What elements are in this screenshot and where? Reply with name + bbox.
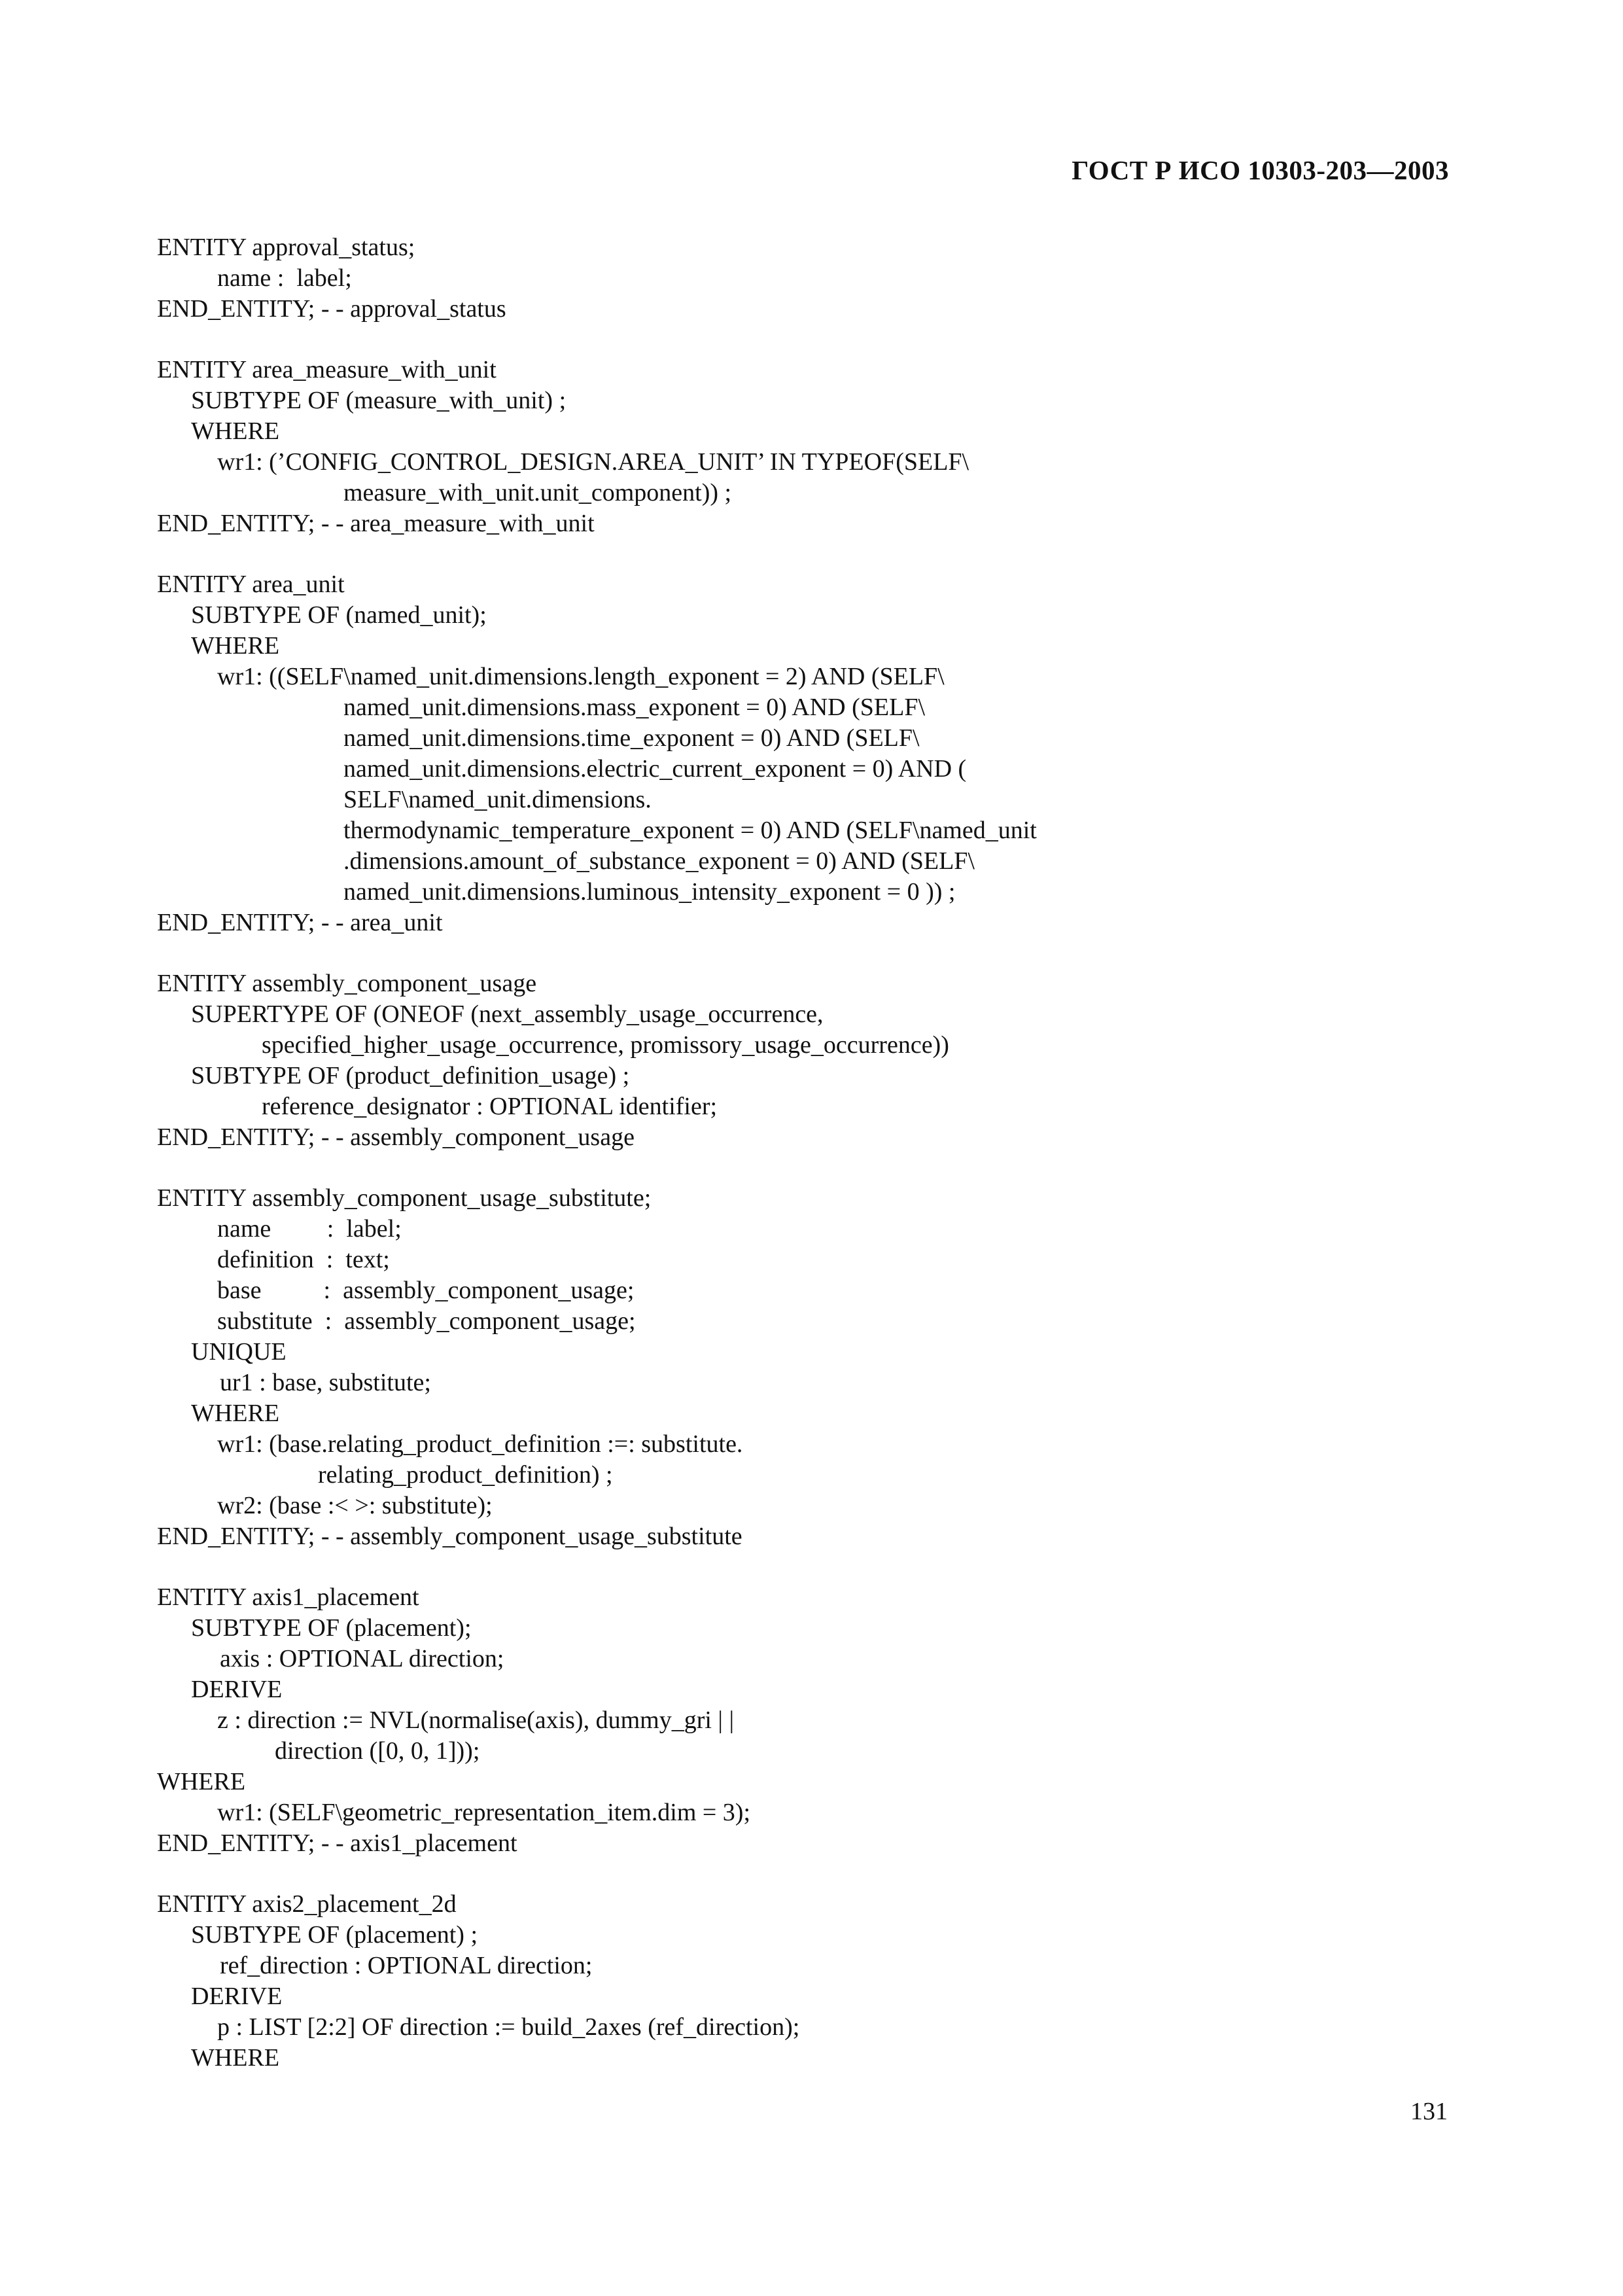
code-line: named_unit.dimensions.mass_exponent = 0) AND (SELF\	[343, 694, 926, 721]
code-line: SUBTYPE OF (product_definition_usage) ;	[191, 1062, 630, 1089]
code-line: WHERE	[191, 632, 280, 660]
code-line: name : label;	[217, 264, 352, 292]
code-line: relating_product_definition) ;	[318, 1461, 613, 1489]
code-line: END_ENTITY; - - area_unit	[157, 909, 443, 936]
code-line: END_ENTITY; - - approval_status	[157, 295, 506, 323]
code-line: SUPERTYPE OF (ONEOF (next_assembly_usage_occurrence,	[191, 1000, 824, 1028]
code-line: UNIQUE	[191, 1338, 287, 1366]
code-line: SUBTYPE OF (placement);	[191, 1614, 472, 1642]
code-line: p : LIST [2:2] OF direction := build_2axes (ref_direction);	[217, 2013, 800, 2041]
entity-block	[157, 355, 1465, 539]
code-line: ENTITY area_measure_with_unit	[157, 356, 497, 383]
code-line: DERIVE	[191, 1983, 283, 2010]
code-line: wr1: (base.relating_product_definition :=: substitute.	[217, 1430, 743, 1458]
code-line: named_unit.dimensions.time_exponent = 0) AND (SELF\	[343, 724, 920, 752]
code-line: wr1: (SELF\geometric_representation_item.dim = 3);	[217, 1799, 751, 1826]
code-line: thermodynamic_temperature_exponent = 0) AND (SELF\named_unit	[343, 817, 1037, 844]
block-separator	[157, 325, 1465, 355]
code-line: SUBTYPE OF (named_unit);	[191, 601, 487, 629]
entity-block	[157, 232, 1465, 325]
code-line: axis : OPTIONAL direction;	[220, 1645, 504, 1672]
code-line: measure_with_unit.unit_component)) ;	[343, 479, 732, 506]
code-line: wr2: (base :< >: substitute);	[217, 1492, 493, 1519]
code-line: wr1: (’CONFIG_CONTROL_DESIGN.AREA_UNIT’ IN TYPEOF(SELF\	[217, 448, 969, 476]
code-line: definition : text;	[217, 1246, 390, 1273]
entity-block	[157, 1582, 1465, 1859]
code-line: ENTITY axis2_placement_2d	[157, 1890, 457, 1918]
block-separator	[157, 1153, 1465, 1183]
code-line: direction ([0, 0, 1]));	[275, 1737, 480, 1765]
code-line: WHERE	[157, 1768, 246, 1795]
code-line: ur1 : base, substitute;	[220, 1369, 431, 1396]
code-line: reference_designator : OPTIONAL identifier;	[262, 1093, 718, 1120]
code-line: ENTITY area_unit	[157, 571, 345, 598]
code-line: substitute : assembly_component_usage;	[217, 1307, 636, 1335]
page-header: ГОСТ Р ИСО 10303-203—2003	[1072, 155, 1449, 185]
code-line: END_ENTITY; - - axis1_placement	[157, 1829, 517, 1857]
code-line: ENTITY approval_status;	[157, 234, 415, 261]
entity-block	[157, 968, 1465, 1153]
code-line: SUBTYPE OF (placement) ;	[191, 1921, 478, 1949]
code-line: ENTITY assembly_component_usage	[157, 970, 537, 997]
block-separator	[157, 1859, 1465, 1889]
code-line: named_unit.dimensions.luminous_intensity_exponent = 0 )) ;	[343, 878, 956, 906]
code-line: WHERE	[191, 2044, 280, 2072]
code-line: WHERE	[191, 1400, 280, 1427]
block-separator	[157, 938, 1465, 968]
code-line: specified_higher_usage_occurrence, promissory_usage_occurrence))	[262, 1031, 949, 1059]
code-line: base : assembly_component_usage;	[217, 1277, 635, 1304]
block-separator	[157, 1552, 1465, 1582]
entity-block	[157, 1889, 1465, 2074]
code-line: END_ENTITY; - - assembly_component_usage_substitute	[157, 1523, 742, 1550]
code-line: named_unit.dimensions.electric_current_exponent = 0) AND (	[343, 755, 967, 783]
code-line: SELF\named_unit.dimensions.	[343, 786, 652, 813]
code-line: SUBTYPE OF (measure_with_unit) ;	[191, 387, 567, 414]
code-line: DERIVE	[191, 1676, 283, 1703]
code-line: wr1: ((SELF\named_unit.dimensions.length_exponent = 2) AND (SELF\	[217, 663, 945, 690]
code-line: z : direction := NVL(normalise(axis), dummy_gri | |	[217, 1706, 735, 1734]
code-line: ref_direction : OPTIONAL direction;	[220, 1952, 593, 1979]
entity-block	[157, 569, 1465, 938]
code-listing	[157, 232, 1465, 2074]
code-line: END_ENTITY; - - assembly_component_usage	[157, 1123, 635, 1151]
code-line: .dimensions.amount_of_substance_exponent = 0) AND (SELF\	[343, 847, 975, 875]
entity-block	[157, 1183, 1465, 1552]
code-line: WHERE	[191, 417, 280, 445]
code-line: name : label;	[217, 1215, 402, 1243]
page-number: 131	[1410, 2098, 1448, 2125]
code-line: END_ENTITY; - - area_measure_with_unit	[157, 510, 595, 537]
block-separator	[157, 539, 1465, 569]
code-line: ENTITY axis1_placement	[157, 1583, 419, 1611]
code-line: ENTITY assembly_component_usage_substitute;	[157, 1184, 652, 1212]
